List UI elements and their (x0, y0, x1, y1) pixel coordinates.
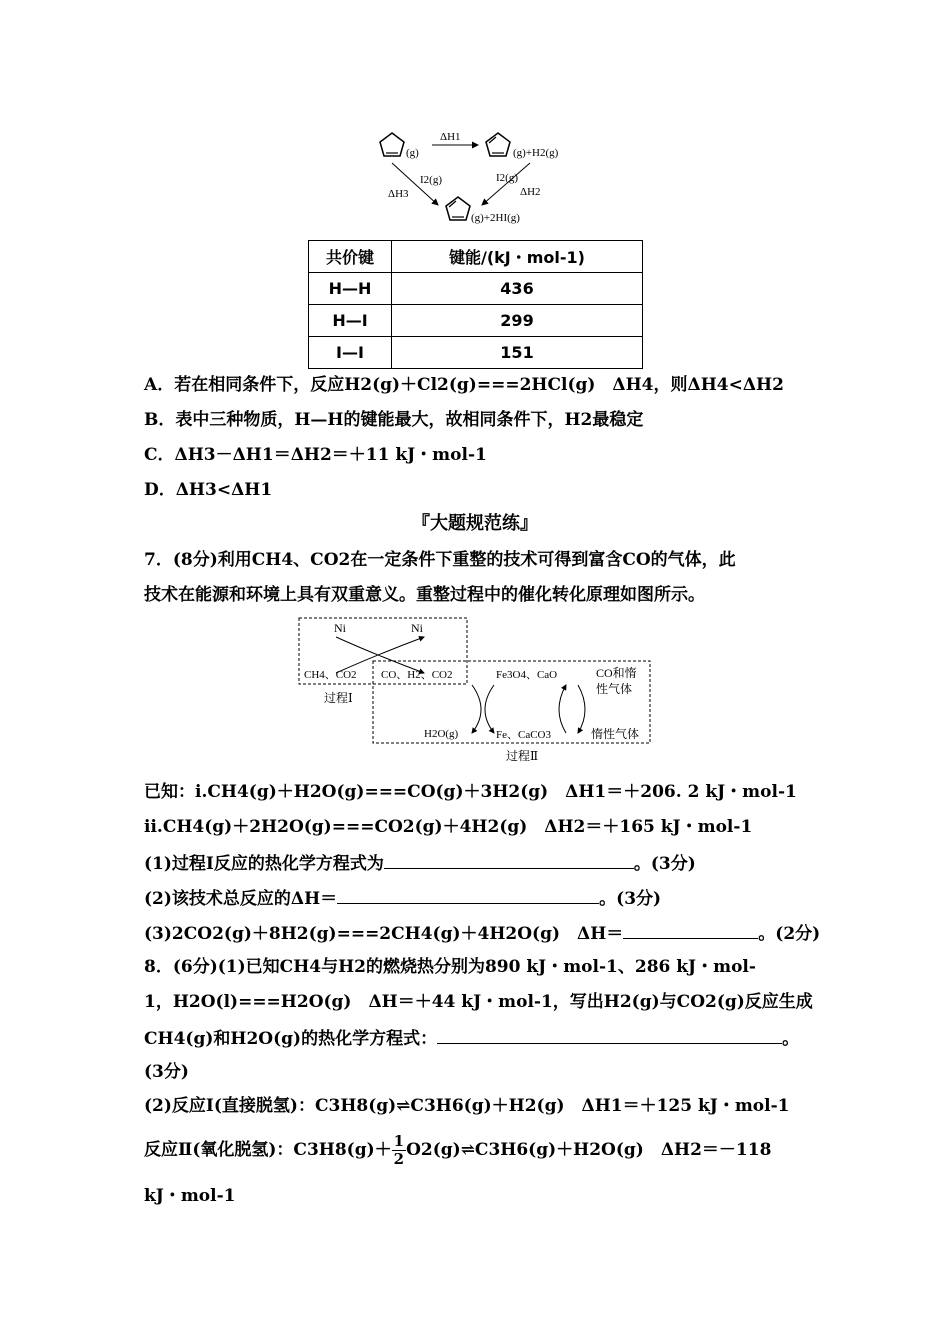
fraction-numerator: 1 (393, 1132, 405, 1150)
ni-right: Ni (411, 621, 423, 635)
q7-part3-suffix: 。(2分) (758, 924, 821, 944)
q8-line3-prefix: CH4(g)和H2O(g)的热化学方程式： (144, 1029, 438, 1049)
table-cell: I—I (309, 337, 392, 369)
q8-line6 (144, 1132, 771, 1168)
q8-line5: (2)反应Ⅰ(直接脱氢)：C3H8(g)⇌C3H6(g)＋H2(g) ΔH1＝＋125 kJ・mol-1 (144, 1096, 790, 1116)
answer-blank[interactable] (437, 1027, 782, 1044)
fe3o4-cao-label: Fe3O4、CaO (496, 669, 558, 681)
table-row (309, 305, 643, 337)
reaction-pathway-diagram (370, 125, 590, 230)
q8-line6-suffix: O2(g)⇌C3H6(g)＋H2O(g) ΔH2＝－118 (406, 1140, 772, 1160)
cyclopentene-molecule (380, 133, 404, 156)
table-row (309, 273, 643, 305)
co-inert-label-2: 性气体 (596, 682, 633, 696)
q8-line7: kJ・mol-1 (144, 1186, 236, 1206)
answer-blank[interactable] (623, 922, 758, 939)
table-cell: 151 (392, 337, 643, 369)
option-c: C．ΔH3－ΔH1＝ΔH2＝＋11 kJ・mol-1 (144, 445, 487, 465)
q8-line1: 8．(6分)(1)已知CH4与H2的燃烧热分别为890 kJ・mol-1、286 kJ・mol- (144, 957, 756, 977)
q7-stem-line1: 7．(8分)利用CH4、CO2在一定条件下重整的技术可得到富含CO的气体，此 (144, 550, 736, 570)
q7-part1-prefix: (1)过程Ⅰ反应的热化学方程式为 (144, 854, 384, 874)
q7-part3-prefix: (3)2CO2(g)＋8H2(g)===2CH4(g)＋4H2O(g) ΔH＝ (144, 924, 624, 944)
q7-part2-suffix: 。(3分) (599, 889, 662, 909)
dh2-label: ΔH2 (520, 186, 541, 198)
q8-line3 (144, 1027, 799, 1049)
q8-line6-prefix: 反应Ⅱ(氧化脱氢)：C3H8(g)＋ (144, 1140, 392, 1160)
i2-left-label: I2(g) (420, 174, 442, 186)
table-row (309, 337, 643, 369)
q7-known-ii: ⅱ.CH4(g)＋2H2O(g)===CO2(g)＋4H2(g) ΔH2＝＋165 kJ・mol-1 (144, 817, 753, 837)
table-cell: H—H (309, 273, 392, 305)
dh1-label: ΔH1 (440, 131, 461, 143)
fraction-one-half (392, 1133, 406, 1168)
table-header-cell: 共价键 (309, 241, 392, 273)
answer-blank[interactable] (337, 887, 599, 904)
arrow-dh2 (482, 163, 530, 205)
q8-line3-suffix: 。 (782, 1029, 800, 1049)
h2o-label: H2O(g) (424, 728, 459, 740)
process2-label: 过程Ⅱ (506, 749, 539, 763)
q8-line4: (3分) (144, 1062, 189, 1082)
answer-blank[interactable] (384, 852, 634, 869)
dh3-label: ΔH3 (388, 188, 409, 200)
co-inert-label-1: CO和惰 (596, 666, 637, 680)
q7-part2-prefix: (2)该技术总反应的ΔH＝ (144, 889, 338, 909)
table-cell: 299 (392, 305, 643, 337)
products-label: CO、H2、CO2 (381, 669, 453, 681)
bond-energy-table (308, 240, 643, 369)
q7-known-i: 已知：ⅰ.CH4(g)＋H2O(g)===CO(g)＋3H2(g) ΔH1＝＋206. 2 kJ・mol-1 (144, 782, 797, 802)
fraction-denominator: 2 (393, 1150, 405, 1168)
q7-part1-suffix: 。(3分) (633, 854, 696, 874)
end-label: (g)+2HI(g) (471, 212, 520, 224)
process1-label: 过程Ⅰ (324, 691, 353, 705)
start-label: (g) (406, 147, 419, 159)
i2-right-label: I2(g) (496, 172, 518, 184)
q8-line2: 1，H2O(l)===H2O(g) ΔH＝＋44 kJ・mol-1，写出H2(g)与CO2(g)反应生成 (144, 992, 813, 1012)
table-header-cell: 键能/(kJ・mol-1) (392, 241, 643, 273)
cyclopentene-molecule-2 (486, 133, 510, 156)
q7-part1 (144, 852, 696, 874)
ni-left: Ni (334, 621, 346, 635)
q7-part2 (144, 887, 661, 909)
q7-part3 (144, 922, 820, 944)
option-d: D．ΔH3<ΔH1 (144, 480, 273, 500)
fe-caco3-label: Fe、CaCO3 (496, 729, 551, 741)
mid-label: (g)+H2(g) (513, 147, 559, 159)
section-title: 『大题规范练』 (412, 513, 538, 534)
q7-stem-line2: 技术在能源和环境上具有双重意义。重整过程中的催化转化原理如图所示。 (144, 585, 705, 605)
option-a: A．若在相同条件下，反应H2(g)＋Cl2(g)===2HCl(g) ΔH4，则ΔH4<ΔH2 (144, 375, 784, 395)
reactants-label: CH4、CO2 (304, 669, 357, 681)
inert-gas-label: 惰性气体 (591, 727, 640, 741)
table-cell: H—I (309, 305, 392, 337)
table-cell: 436 (392, 273, 643, 305)
table-header-row (309, 241, 643, 273)
option-b: B．表中三种物质，H—H的键能最大，故相同条件下，H2最稳定 (144, 410, 644, 430)
cyclopentadiene-molecule (446, 197, 470, 220)
catalytic-process-diagram (296, 615, 656, 765)
